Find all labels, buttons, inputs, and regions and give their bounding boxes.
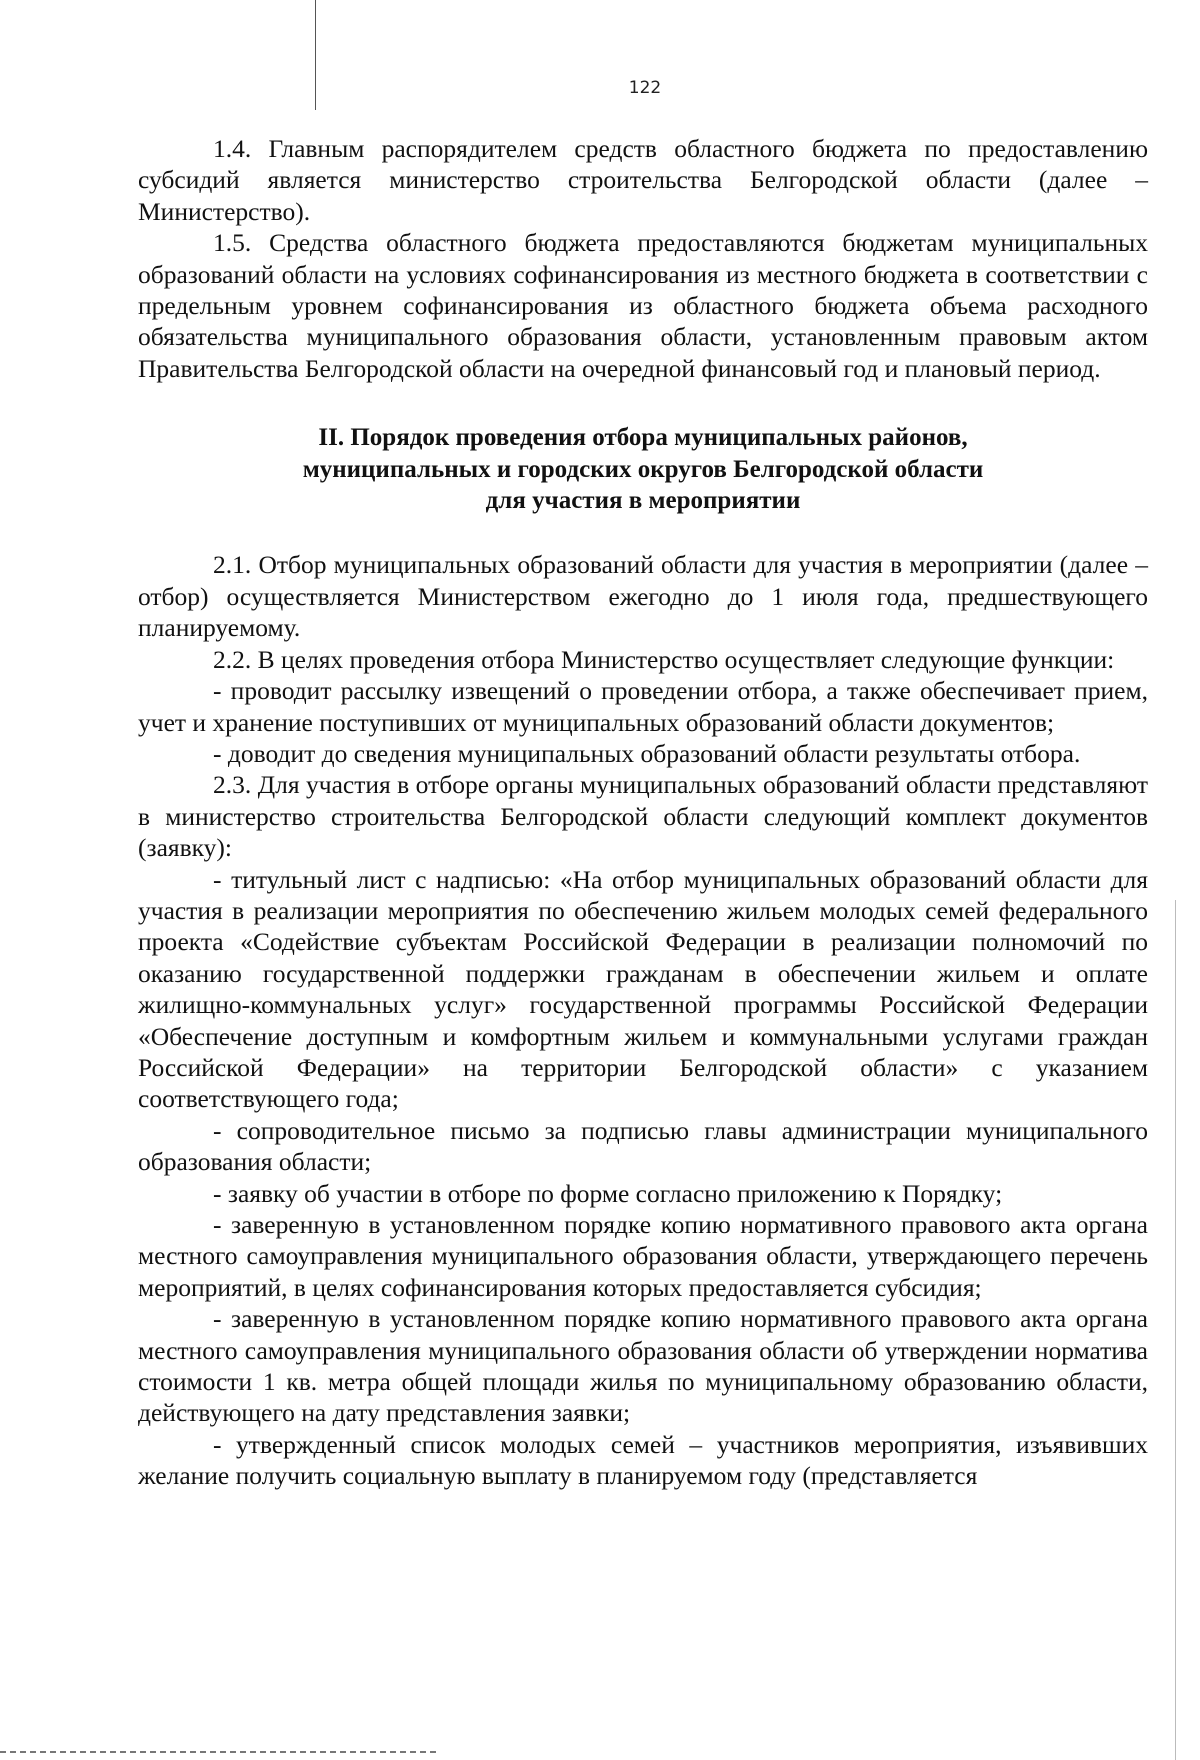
list-item: - доводит до сведения муниципальных образований области результаты отбора.	[213, 738, 1081, 768]
list-item: - заверенную в установленном порядке копию нормативного правового акта органа местного самоуправления муниципального образования области, утверждающего перечень мероприятий, в целях софинансирования которых предоставляется субсидия;	[138, 1210, 1148, 1302]
scan-edge-line-right	[1175, 900, 1176, 1760]
list-item: - проводит рассылку извещений о проведении отбора, а также обеспечивает прием, учет и хранение поступивших от муниципальных образований области документов;	[138, 676, 1148, 737]
list-item: - сопроводительное письмо за подписью главы администрации муниципального образования области;	[138, 1115, 1148, 1177]
scan-edge-line-bottom	[0, 1751, 440, 1753]
paragraph-2-3: 2.3. Для участия в отборе органы муниципальных образований области представляют в министерство строительства Белгородской области следующий комплект документов (заявку):	[138, 770, 1148, 863]
section-heading-line: II. Порядок проведения отбора муниципальных районов,	[318, 424, 968, 452]
list-item: - заявку об участии в отборе по форме согласно приложению к Порядку;	[213, 1178, 1003, 1208]
paragraph-1-5: 1.5. Средства областного бюджета предоставляются бюджетам муниципальных образований области на условиях софинансирования из местного бюджета в соответствии с предельным уровнем софинансирования из областного бюджета объема расходного обязательства муниципального образования области, установленным правовым актом Правительства Белгородской области на очередной финансовый год и плановый период.	[138, 228, 1148, 383]
section-heading	[138, 422, 1148, 516]
list-item: - заверенную в установленном порядке копию нормативного правового акта органа местного самоуправления муниципального образования области об утверждении норматива стоимости 1 кв. метра общей площади жилья по муниципальному образованию области, действующего на дату представления заявки;	[138, 1304, 1148, 1428]
page-number: 122	[628, 78, 662, 98]
paragraph-1-4: 1.4. Главным распорядителем средств областного бюджета по предоставлению субсидий является министерство строительства Белгородской области (далее – Министерство).	[138, 134, 1148, 226]
document-body	[138, 133, 1148, 1492]
paragraph-2-2: 2.2. В целях проведения отбора Министерство осуществляет следующие функции:	[213, 644, 1115, 674]
section-heading-line: муниципальных и городских округов Белгородской области	[302, 455, 984, 483]
list-item: - титульный лист с надписью: «На отбор муниципальных образований области для участия в реализации мероприятия по обеспечению жильем молодых семей федерального проекта «Содействие субъектам Российской Федерации в реализации полномочий по оказанию государственной поддержки гражданам в обеспечении жильем и оплате жилищно-коммунальных услуг» государственной программы Российской Федерации «Обеспечение доступным и комфортным жильем и коммунальными услугами граждан Российской Федерации» на территории Белгородской области» с указанием соответствующего года;	[138, 864, 1148, 1114]
list-item: - утвержденный список молодых семей – участников мероприятия, изъявивших желание получить социальную выплату в планируемом году (представляется	[138, 1429, 1148, 1491]
paragraph-2-1: 2.1. Отбор муниципальных образований области для участия в мероприятии (далее – отбор) осуществляется Министерством ежегодно до 1 июля года, предшествующего планируемому.	[138, 550, 1148, 643]
section-heading-line: для участия в мероприятии	[485, 487, 801, 515]
